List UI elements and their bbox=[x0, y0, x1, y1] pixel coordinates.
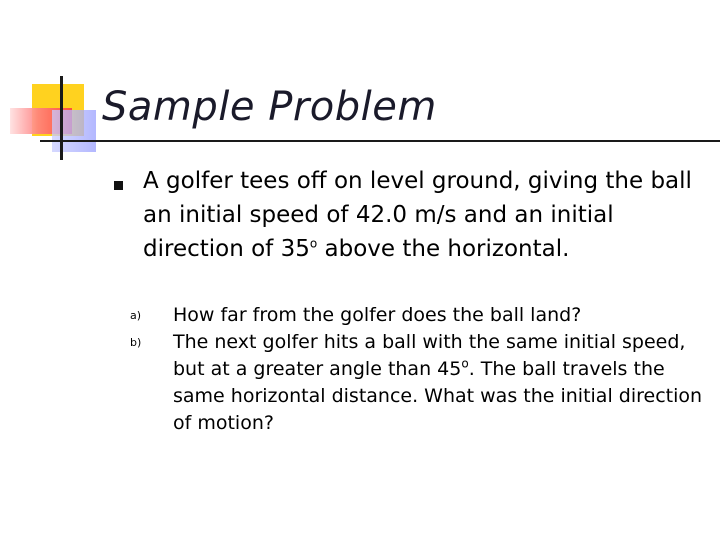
degree-symbol-b: o bbox=[461, 356, 469, 371]
sub-question-a bbox=[130, 302, 710, 329]
sub-question-list bbox=[130, 302, 710, 437]
sub-text-b-part1: The next golfer hits a ball with the same initial speed, but at a greater angle than 45 bbox=[173, 331, 686, 380]
sub-question-b bbox=[130, 329, 710, 437]
decoration-blue-square bbox=[52, 110, 96, 152]
sub-marker-b: b) bbox=[130, 336, 142, 349]
bullet-square-icon bbox=[114, 181, 123, 190]
main-text-part1: A golfer tees off on level ground, giving the ball an initial speed of 42.0 m/s and an initial direction of 35 bbox=[143, 168, 692, 262]
main-bullet-text bbox=[143, 164, 713, 266]
sub-marker-a: a) bbox=[130, 309, 142, 322]
decoration-vertical-line bbox=[60, 76, 63, 160]
slide-title: Sample Problem bbox=[102, 84, 437, 130]
sub-text-b-part2: . The ball travels the same horizontal distance. What was the initial direction of motion? bbox=[173, 358, 703, 434]
degree-symbol: o bbox=[309, 236, 318, 251]
sub-text-a: How far from the golfer does the ball land? bbox=[173, 304, 582, 326]
title-underline bbox=[40, 140, 720, 142]
main-text-part2: above the horizontal. bbox=[317, 236, 570, 262]
